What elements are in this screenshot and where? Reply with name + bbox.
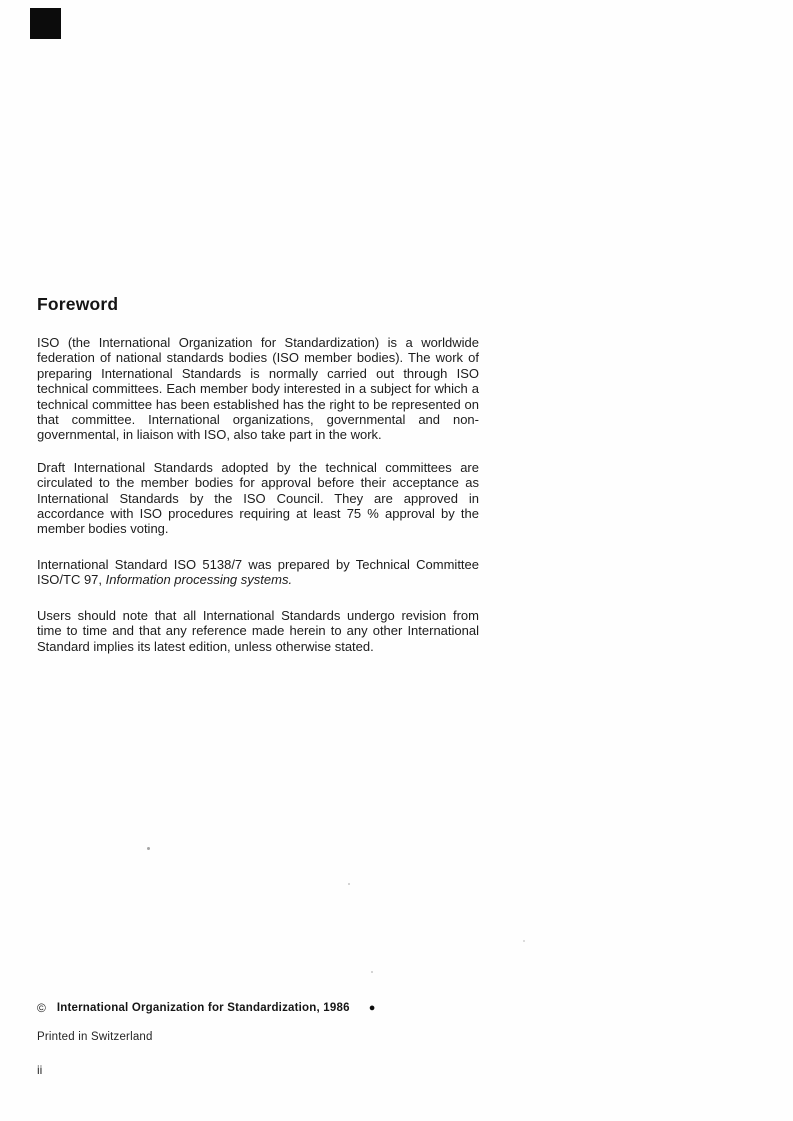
bullet-icon: ● — [368, 1002, 376, 1014]
printed-in-note: Printed in Switzerland — [37, 1031, 153, 1043]
committee-text: International Standard ISO 5138/7 was prepared by Technical Committee ISO/TC 97, — [37, 556, 479, 588]
paragraph-draft-standards: Draft International Standards adopted by the technical committees are circulated to the member bodies for approval before their acceptance as International Standards by the ISO Council. They are approved in accordance with ISO procedures requiring at least 75 % approval by the member bodies voting. — [37, 459, 479, 537]
committee-title-italic: Information processing systems. — [105, 572, 293, 588]
paragraph-committee — [37, 557, 479, 588]
page-title: Foreword — [37, 294, 119, 314]
paragraph-revision-note: Users should note that all International Standards undergo revision from time to time and that any reference made herein to any other International Standard implies its latest edition, unless otherwise stated. — [37, 607, 479, 654]
scan-corner-mark — [30, 8, 61, 39]
scan-speck — [523, 940, 525, 942]
copyright-line — [37, 1001, 375, 1015]
foreword-section — [37, 294, 479, 671]
page-number: ii — [37, 1063, 43, 1077]
scan-speck — [147, 847, 150, 850]
scan-speck — [348, 883, 350, 885]
copyright-icon: © — [37, 1001, 46, 1015]
copyright-text: International Organization for Standardization, 1986 — [56, 1002, 350, 1014]
paragraph-iso-federation: ISO (the International Organization for Standardization) is a worldwide federation of national standards bodies (ISO member bodies). The work of preparing International Standards is normally carried out through ISO technical committees. Each member body interested in a subject for which a technical committee has been established has the right to be represented on that committee. International organizations, governmental and non-governmental, in liaison with ISO, also take part in the work. — [37, 335, 479, 443]
scan-speck — [371, 971, 373, 973]
